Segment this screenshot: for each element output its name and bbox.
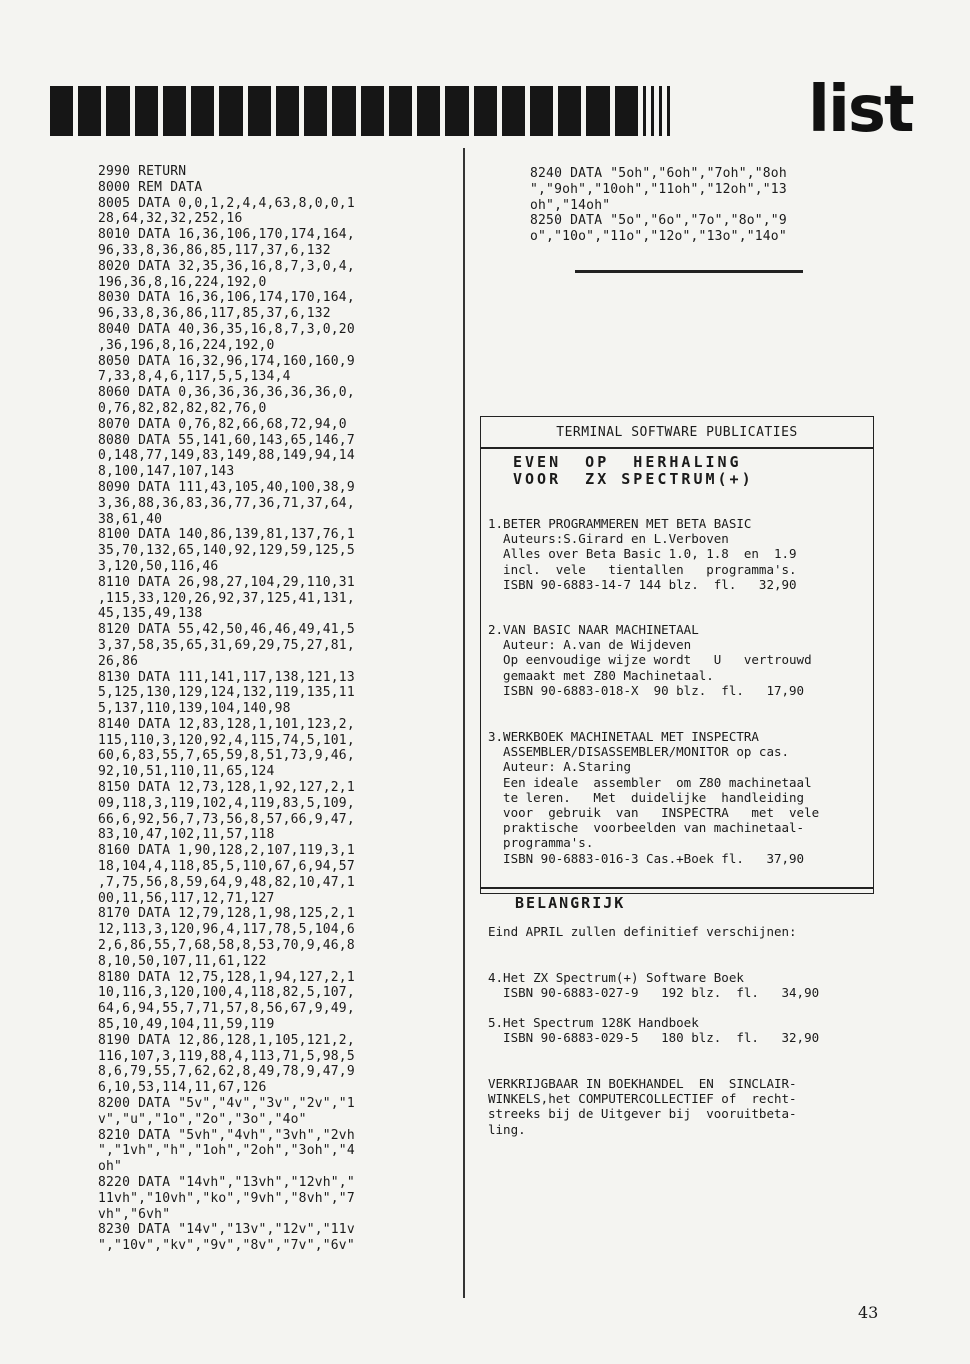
code-line: 115,110,3,120,92,4,115,74,5,101, bbox=[98, 732, 355, 748]
listing-end-rule bbox=[575, 270, 803, 273]
code-line: 8250 DATA "5o","6o","7o","8o","9 bbox=[530, 213, 787, 229]
header-bar bbox=[659, 86, 662, 136]
code-line: 8170 DATA 12,79,128,1,98,125,2,1 bbox=[98, 906, 355, 922]
code-line: o","10o","11o","12o","13o","14o" bbox=[530, 229, 787, 245]
code-line: 5,125,130,129,124,132,119,135,11 bbox=[98, 685, 355, 701]
header-bar bbox=[135, 86, 158, 136]
code-line: 11vh","10vh","ko","9vh","8vh","7 bbox=[98, 1190, 355, 1206]
code-line: 8020 DATA 32,35,36,16,8,7,3,0,4, bbox=[98, 258, 355, 274]
code-line: 8180 DATA 12,75,128,1,94,127,2,1 bbox=[98, 969, 355, 985]
code-line: ,36,196,8,16,224,192,0 bbox=[98, 337, 275, 353]
book-3: 3.WERKBOEK MACHINETAAL MET INSPECTRA ASSEMBLER/DISASSEMBLER/MONITOR op cas. Auteur: A.Staring Een ideale assembler om Z80 machinetaal te leren. Met duidelijke handleiding voor gebruik van INSPECTRA met vele praktische voorbeelden van machinetaal- programma's. ISBN 90-6883-016-3 Cas.+Boek fl. 37,90 bbox=[488, 729, 820, 866]
code-line: vh","6vh" bbox=[98, 1206, 171, 1222]
code-line: 09,118,3,119,102,4,119,83,5,109, bbox=[98, 795, 355, 811]
header-bar bbox=[558, 86, 581, 136]
code-line: 96,33,8,36,86,117,85,37,6,132 bbox=[98, 306, 331, 322]
header-bar bbox=[50, 86, 73, 136]
code-line: 8,100,147,107,143 bbox=[98, 464, 235, 480]
header-bar bbox=[332, 86, 355, 136]
code-line: 8130 DATA 111,141,117,138,121,13 bbox=[98, 669, 355, 685]
code-line: 12,113,3,120,96,4,117,78,5,104,6 bbox=[98, 922, 355, 938]
header-bar bbox=[667, 86, 670, 136]
code-line: 8010 DATA 16,36,106,170,174,164, bbox=[98, 227, 355, 243]
code-line: oh","14oh" bbox=[530, 197, 611, 213]
header-bar bbox=[643, 86, 646, 136]
code-line: 66,6,92,56,7,73,56,8,57,66,9,47, bbox=[98, 811, 355, 827]
code-line: 7,33,8,4,6,117,5,5,134,4 bbox=[98, 369, 291, 385]
ordering-info: VERKRIJGBAAR IN BOEKHANDEL EN SINCLAIR- WINKELS,het COMPUTERCOLLECTIEF of recht- streeks bij de Uitgever bij vooruitbeta- ling. bbox=[488, 1076, 797, 1137]
code-line: ","1vh","h","1oh","2oh","3oh","4 bbox=[98, 1143, 355, 1159]
code-line: 26,86 bbox=[98, 653, 139, 669]
code-line: 5,137,110,139,104,140,98 bbox=[98, 701, 291, 717]
code-line: 8230 DATA "14v","13v","12v","11v bbox=[98, 1222, 355, 1238]
publisher-title: TERMINAL SOFTWARE PUBLICATIES bbox=[556, 425, 798, 440]
code-line: 38,61,40 bbox=[98, 511, 163, 527]
code-line: 8060 DATA 0,36,36,36,36,36,36,0, bbox=[98, 385, 355, 401]
column-divider bbox=[463, 148, 465, 1298]
code-line: 0,76,82,82,82,82,76,0 bbox=[98, 400, 267, 416]
code-line: ,115,33,120,26,92,37,125,41,131, bbox=[98, 590, 355, 606]
code-line: 85,10,49,104,11,59,119 bbox=[98, 1017, 275, 1033]
header-bar bbox=[651, 86, 654, 136]
code-line: 8140 DATA 12,83,128,1,101,123,2, bbox=[98, 716, 355, 732]
book-4: 4.Het ZX Spectrum(+) Software Boek ISBN 90-6883-027-9 192 blz. fl. 34,90 bbox=[488, 970, 820, 1001]
program-listing-left bbox=[98, 164, 355, 1254]
advertisement-box bbox=[480, 416, 874, 894]
code-line: ,7,75,56,8,59,64,9,48,82,10,47,1 bbox=[98, 874, 355, 890]
code-line: 8040 DATA 40,36,35,16,8,7,3,0,20 bbox=[98, 321, 355, 337]
header-bar bbox=[417, 86, 440, 136]
code-line: 8190 DATA 12,86,128,1,105,121,2, bbox=[98, 1032, 355, 1048]
code-line: ","9oh","10oh","11oh","12oh","13 bbox=[530, 181, 787, 197]
code-line: 8120 DATA 55,42,50,46,46,49,41,5 bbox=[98, 622, 355, 638]
important-text: Eind APRIL zullen definitief verschijnen: bbox=[488, 924, 797, 939]
header-bar bbox=[219, 86, 242, 136]
header-bar bbox=[474, 86, 497, 136]
page-number: 43 bbox=[858, 1303, 879, 1322]
code-line: 3,120,50,116,46 bbox=[98, 558, 219, 574]
important-heading: BELANGRIJK bbox=[515, 894, 626, 912]
code-line: 8,6,79,55,7,62,62,8,49,78,9,47,9 bbox=[98, 1064, 355, 1080]
program-listing-right bbox=[530, 166, 787, 245]
code-line: 8240 DATA "5oh","6oh","7oh","8oh bbox=[530, 166, 787, 181]
code-line: 96,33,8,36,86,85,117,37,6,132 bbox=[98, 242, 331, 258]
code-line: ","10v","kv","9v","8v","7v","6v" bbox=[98, 1238, 355, 1254]
code-line: 8000 REM DATA bbox=[98, 179, 203, 195]
header-bar bbox=[530, 86, 553, 136]
book-1: 1.BETER PROGRAMMEREN MET BETA BASIC Auteurs:S.Girard en L.Verboven Alles over Beta Basic 1.0, 1.8 en 1.9 incl. vele tientallen programma's. ISBN 90-6883-14-7 144 blz. fl. 32,90 bbox=[488, 516, 797, 592]
code-line: 8200 DATA "5v","4v","3v","2v","1 bbox=[98, 1096, 355, 1112]
code-line: 8150 DATA 12,73,128,1,92,127,2,1 bbox=[98, 780, 355, 796]
code-line: 2,6,86,55,7,68,58,8,53,70,9,46,8 bbox=[98, 938, 355, 954]
code-line: 8005 DATA 0,0,1,2,4,4,63,8,0,0,1 bbox=[98, 195, 355, 211]
box-divider bbox=[481, 447, 873, 449]
header-bar bbox=[502, 86, 525, 136]
ad-headline-1: EVEN OP HERHALING bbox=[513, 453, 742, 471]
code-line: 8050 DATA 16,32,96,174,160,160,9 bbox=[98, 353, 355, 369]
code-line: 8080 DATA 55,141,60,143,65,146,7 bbox=[98, 432, 355, 448]
header-bar bbox=[361, 86, 384, 136]
book-2: 2.VAN BASIC NAAR MACHINETAAL Auteur: A.van de Wijdeven Op eenvoudige wijze wordt U vertrouwd gemaakt met Z80 Machinetaal. ISBN 90-6883-018-X 90 blz. fl. 17,90 bbox=[488, 622, 812, 698]
book-5: 5.Het Spectrum 128K Handboek ISBN 90-6883-029-5 180 blz. fl. 32,90 bbox=[488, 1015, 820, 1046]
code-line: 3,37,58,35,65,31,69,29,75,27,81, bbox=[98, 637, 355, 653]
code-line: 8100 DATA 140,86,139,81,137,76,1 bbox=[98, 527, 355, 543]
header-bar bbox=[304, 86, 327, 136]
header-bar bbox=[586, 86, 609, 136]
code-line: 116,107,3,119,88,4,113,71,5,98,5 bbox=[98, 1048, 355, 1064]
code-line: 10,116,3,120,100,4,118,82,5,107, bbox=[98, 985, 355, 1001]
header-bar bbox=[389, 86, 412, 136]
code-line: 196,36,8,16,224,192,0 bbox=[98, 274, 267, 290]
code-line: 83,10,47,102,11,57,118 bbox=[98, 827, 275, 843]
ad-headline-2: VOOR ZX SPECTRUM(+) bbox=[513, 470, 754, 488]
code-line: 8220 DATA "14vh","13vh","12vh"," bbox=[98, 1175, 355, 1190]
code-line: 0,148,77,149,83,149,88,149,94,14 bbox=[98, 448, 355, 464]
code-line: 3,36,88,36,83,36,77,36,71,37,64, bbox=[98, 495, 355, 511]
code-line: 8160 DATA 1,90,128,2,107,119,3,1 bbox=[98, 843, 355, 859]
header-bar bbox=[276, 86, 299, 136]
header-bar bbox=[445, 86, 468, 136]
code-line: 35,70,132,65,140,92,129,59,125,5 bbox=[98, 543, 355, 559]
code-line: 8210 DATA "5vh","4vh","3vh","2vh bbox=[98, 1127, 355, 1143]
header-bar bbox=[163, 86, 186, 136]
code-line: 28,64,32,32,252,16 bbox=[98, 211, 243, 227]
code-line: 92,10,51,110,11,65,124 bbox=[98, 764, 275, 780]
code-line: 60,6,83,55,7,65,59,8,51,73,9,46, bbox=[98, 748, 355, 764]
header-bar bbox=[615, 86, 638, 136]
code-line: 8110 DATA 26,98,27,104,29,110,31 bbox=[98, 574, 355, 590]
header-bar bbox=[248, 86, 271, 136]
code-line: 18,104,4,118,85,5,110,67,6,94,57 bbox=[98, 859, 355, 875]
code-line: 2990 RETURN bbox=[98, 164, 187, 179]
header-bar-graphic bbox=[50, 86, 670, 136]
code-line: 6,10,53,114,11,67,126 bbox=[98, 1080, 267, 1096]
code-line: 00,11,56,117,12,71,127 bbox=[98, 890, 275, 906]
code-line: 8070 DATA 0,76,82,66,68,72,94,0 bbox=[98, 416, 347, 432]
code-line: 45,135,49,138 bbox=[98, 606, 203, 622]
code-line: oh" bbox=[98, 1159, 123, 1175]
code-line: 8030 DATA 16,36,106,174,170,164, bbox=[98, 290, 355, 306]
header-bar bbox=[106, 86, 129, 136]
code-line: 64,6,94,55,7,71,57,8,56,67,9,49, bbox=[98, 1001, 355, 1017]
box-divider bbox=[481, 887, 873, 889]
header-bar bbox=[78, 86, 101, 136]
code-line: 8,10,50,107,11,61,122 bbox=[98, 953, 267, 969]
header-bar bbox=[191, 86, 214, 136]
list-logo: list bbox=[808, 73, 913, 147]
code-line: 8090 DATA 111,43,105,40,100,38,9 bbox=[98, 479, 355, 495]
code-line: v","u","1o","2o","3o","4o" bbox=[98, 1111, 307, 1127]
